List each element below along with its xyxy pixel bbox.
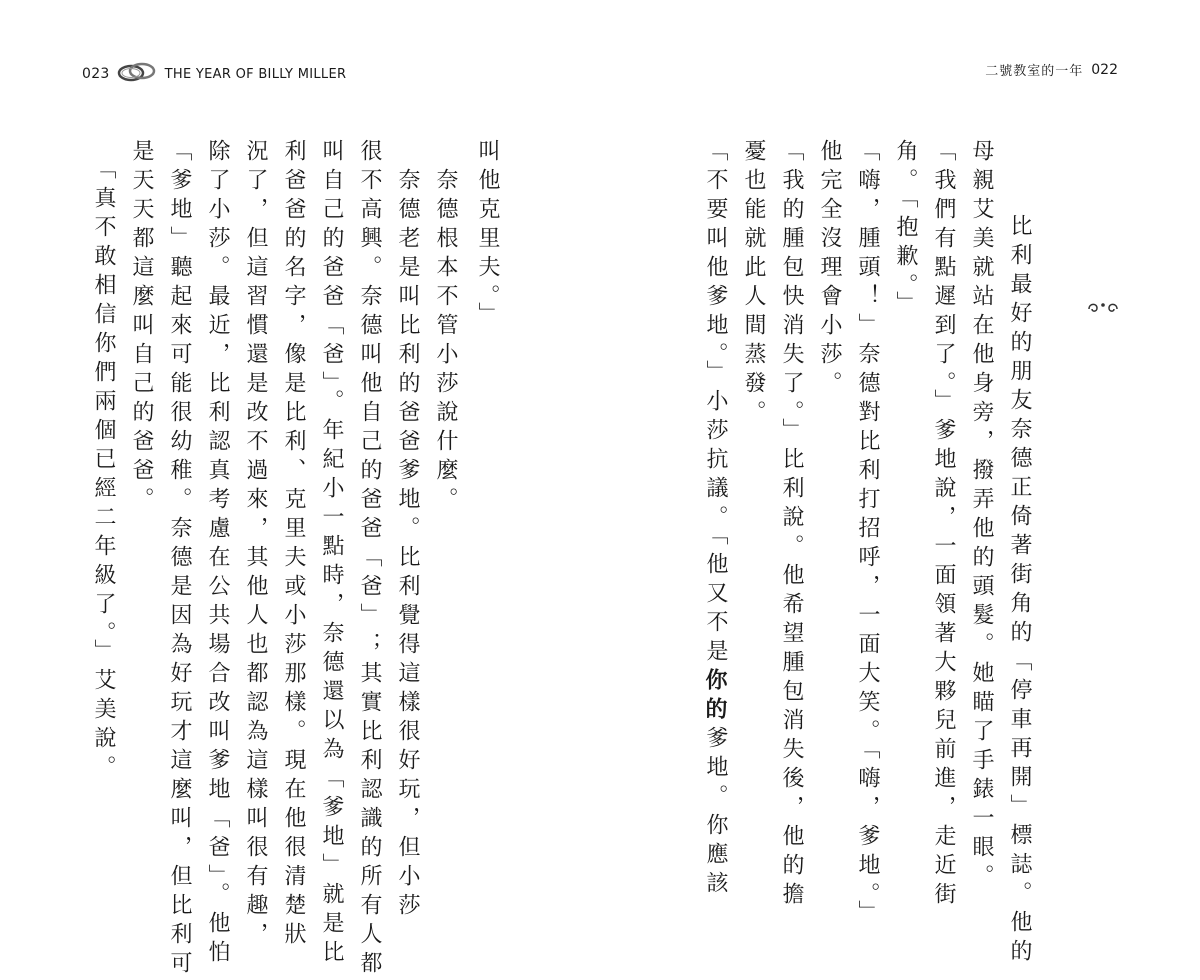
left-text-column-9: 「爹地」聽起來可能很幼稚。奈德是因為好玩才這麼叫，但比利可: [167, 139, 192, 980]
right-col9-pre: 「不要叫他爹地。」小莎抗議。「他又不是: [703, 139, 728, 668]
right-text-column-2: 母親艾美就站在他身旁，撥弄他的頭髮。她瞄了手錶一眼。: [969, 139, 994, 893]
right-col9-post: 爹地。你應該: [703, 726, 728, 900]
right-text-column-4: 角。「抱歉。」: [893, 139, 918, 320]
right-page: [600, 0, 1200, 827]
right-text-column-8: 憂也能就此人間蒸發。: [741, 139, 766, 429]
right-page-header: [985, 60, 1118, 79]
left-text-column-11: 「真不敢相信你們兩個已經二年級了。」艾美說。: [91, 139, 116, 784]
left-page-header: [82, 60, 346, 88]
left-running-title: THE YEAR OF BILLY MILLER: [164, 66, 347, 82]
right-text-column-9: [704, 139, 726, 900]
left-text-column-5: 叫自己的爸爸「爸」。年紀小一點時，奈德還以為「爹地」就是比: [319, 139, 344, 969]
ring-logo-icon: [116, 60, 158, 88]
left-page-number: 023: [82, 66, 110, 82]
right-text-column-5: 「嗨，腫頭！」奈德對比利打招呼，一面大笑。「嗨，爹地。」: [855, 139, 880, 929]
right-text-column-7: 「我的腫包快消失了。」比利說。他希望腫包消失後，他的擔: [779, 139, 804, 911]
left-text-column-1: 叫他克里夫。」: [475, 139, 500, 331]
left-text-column-2: 奈德根本不管小莎說什麼。: [433, 139, 458, 516]
right-text-column-1: 比利最好的朋友奈德正倚著街角的「停車再開」標誌。他的: [1007, 185, 1032, 968]
right-text-column-6: 他完全沒理會小莎。: [817, 139, 842, 400]
right-running-title: 二號教室的一年: [985, 64, 1084, 79]
left-text-column-8: 除了小莎。最近，比利認真考慮在公共場合改叫爹地「爸」。他怕: [205, 139, 230, 969]
left-text-column-10: 是天天都這麼叫自己的爸爸。: [129, 139, 154, 516]
right-page-number: 022: [1091, 61, 1118, 78]
left-text-column-4: 很不高興。奈德叫他自己的爸爸「爸」；其實比利認識的所有人都: [357, 139, 382, 980]
left-text-column-6: 利爸爸的名字，像是比利、克里夫或小莎那樣。現在他很清楚狀: [281, 139, 306, 951]
right-text-column-3: 「我們有點遲到了。」爹地說，一面領著大夥兒前進，走近街: [931, 139, 956, 911]
left-text-column-3: 奈德老是叫比利的爸爸爹地。比利覺得這樣很好玩，但小莎: [395, 139, 420, 922]
swirl-ornament-icon: [1085, 299, 1121, 320]
left-text-column-7: 況了，但這習慣還是改不過來，其他人也都認為這樣叫很有趣，: [243, 139, 268, 951]
emphasis-your: 你的: [702, 668, 728, 726]
